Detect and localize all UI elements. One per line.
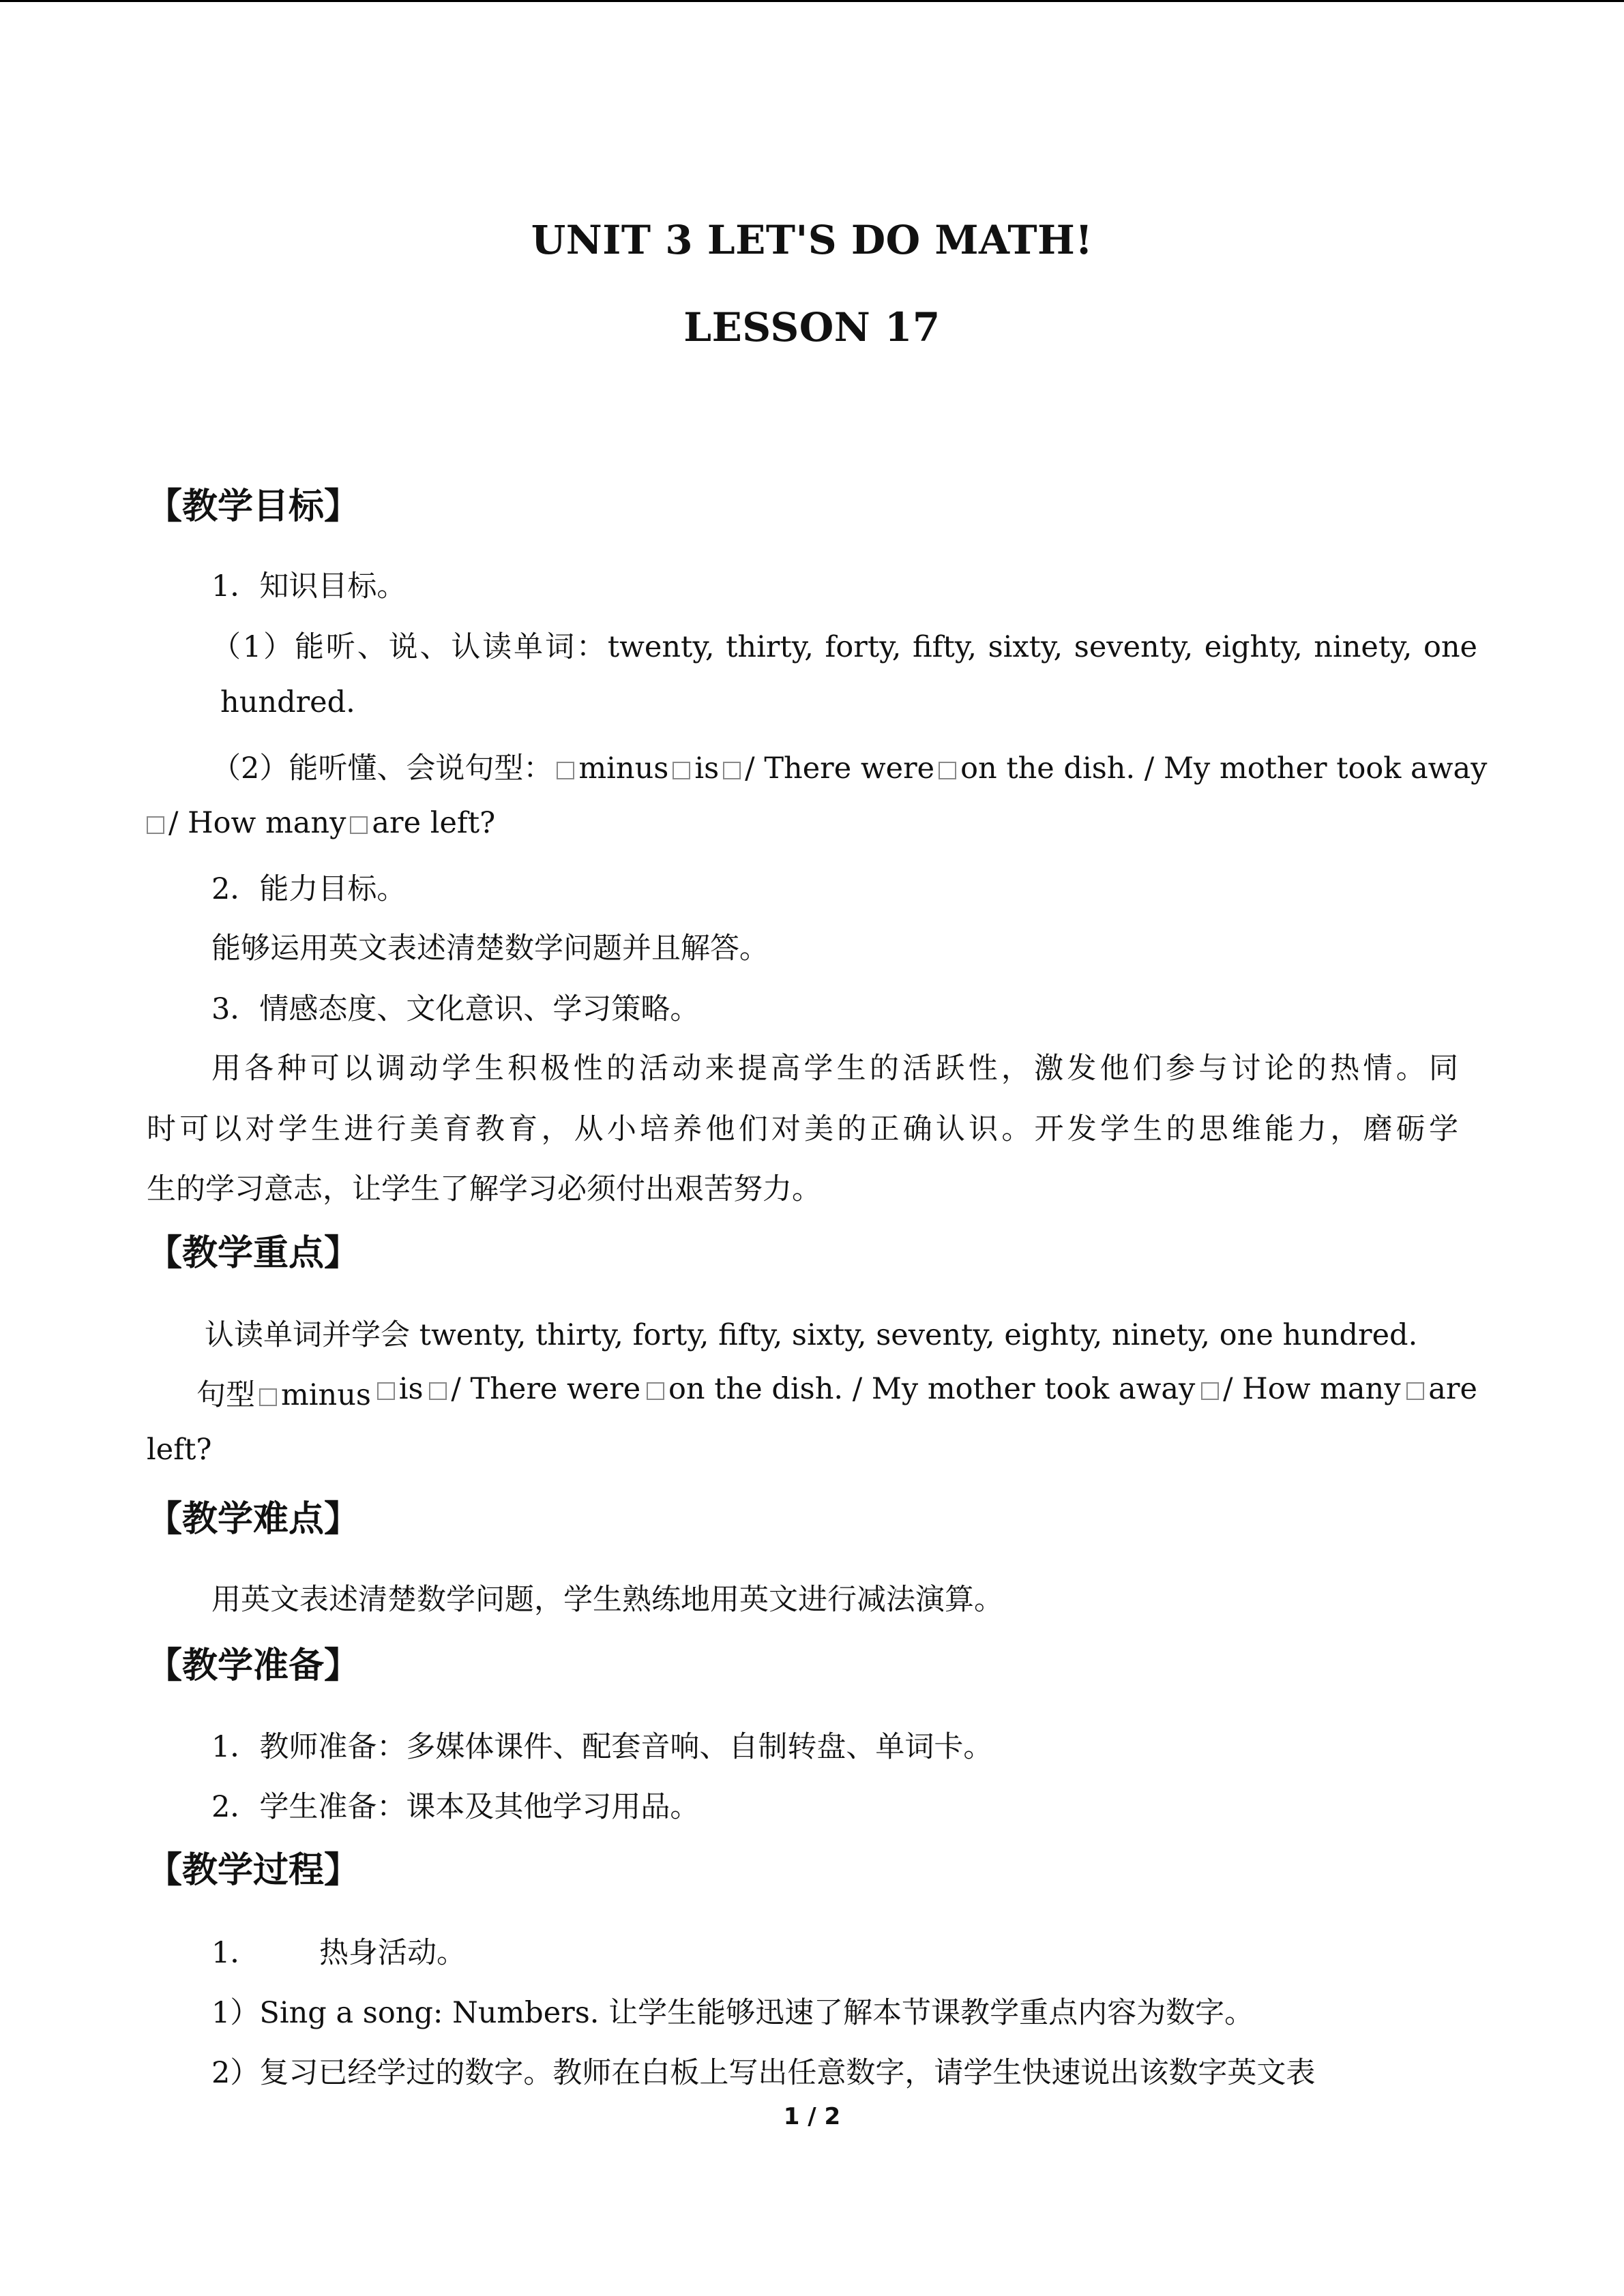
ability-text: 能够运用英文表述清楚数学问题并且解答。 — [211, 931, 769, 966]
blank-box — [939, 762, 956, 779]
blank-box — [377, 1382, 395, 1400]
process-step1-text: 热身活动。 — [319, 1936, 466, 1970]
objective-item1-line1: （1）能听、说、认读单词：twenty, thirty, forty, fifty, sixty, seventy, eighty, ninety, one — [211, 630, 1477, 664]
process-sub2: 2）复习已经学过的数字。教师在白板上写出任意数字，请学生快速说出该数字英文表 — [211, 2056, 1316, 2090]
blank-box — [350, 816, 368, 834]
page-number: 1 / 2 — [783, 2103, 841, 2130]
preparation-item1: 1．教师准备：多媒体课件、配套音响、自制转盘、单词卡。 — [211, 1730, 993, 1764]
emotion-line3: 生的学习意志，让学生了解学习必须付出艰苦努力。 — [147, 1172, 821, 1206]
process-step1-number: 1． — [211, 1936, 260, 1970]
item2-prefix: （2）能听懂、会说句型： minus is / There were on the dish. / My mother took away — [211, 751, 1488, 786]
document-title: UNIT 3 LET'S DO MATH! — [531, 217, 1093, 263]
key-points-line2: 句型 minus is / There were on the dish. / My mother took away / How many are — [196, 1372, 1477, 1412]
objective-item2-line2: / How many are left? — [147, 806, 495, 840]
blank-box — [1201, 1382, 1219, 1400]
blank-box — [723, 762, 741, 779]
objectives-heading: 【教学目标】 — [147, 486, 360, 527]
blank-box — [557, 762, 574, 779]
knowledge-title: 1．知识目标。 — [211, 569, 407, 603]
top-border — [0, 0, 1624, 2]
lesson-title: LESSON 17 — [683, 304, 941, 351]
blank-box — [1406, 1382, 1424, 1400]
key-points-line1: 认读单词并学会 twenty, thirty, forty, fifty, sixty, seventy, eighty, ninety, one hundred. — [205, 1318, 1418, 1352]
blank-box — [429, 1382, 447, 1400]
process-heading: 【教学过程】 — [147, 1850, 360, 1891]
difficulties-text: 用英文表述清楚数学问题，学生熟练地用英文进行减法演算。 — [211, 1583, 1003, 1617]
ability-title: 2．能力目标。 — [211, 872, 407, 906]
key-points-line3: left? — [147, 1433, 212, 1467]
difficulties-heading: 【教学难点】 — [147, 1499, 360, 1540]
emotion-title: 3．情感态度、文化意识、学习策略。 — [211, 992, 700, 1026]
preparation-item2: 2．学生准备：课本及其他学习用品。 — [211, 1790, 700, 1824]
preparation-heading: 【教学准备】 — [147, 1645, 360, 1686]
emotion-line2: 时可以对学生进行美育教育，从小培养他们对美的正确认识。开发学生的思维能力，磨砺学 — [147, 1112, 1458, 1146]
blank-box — [147, 816, 164, 834]
process-sub1: 1）Sing a song: Numbers. 让学生能够迅速了解本节课教学重点内容为数字。 — [211, 1996, 1254, 2030]
objective-item2-line1 — [211, 745, 1488, 787]
blank-box — [259, 1388, 277, 1406]
objective-item1-line2: hundred. — [220, 685, 355, 719]
blank-box — [673, 762, 690, 779]
key-points-heading: 【教学重点】 — [147, 1233, 360, 1274]
blank-box — [647, 1382, 664, 1400]
emotion-line1: 用各种可以调动学生积极性的活动来提高学生的活跃性，激发他们参与讨论的热情。同 — [211, 1052, 1458, 1086]
